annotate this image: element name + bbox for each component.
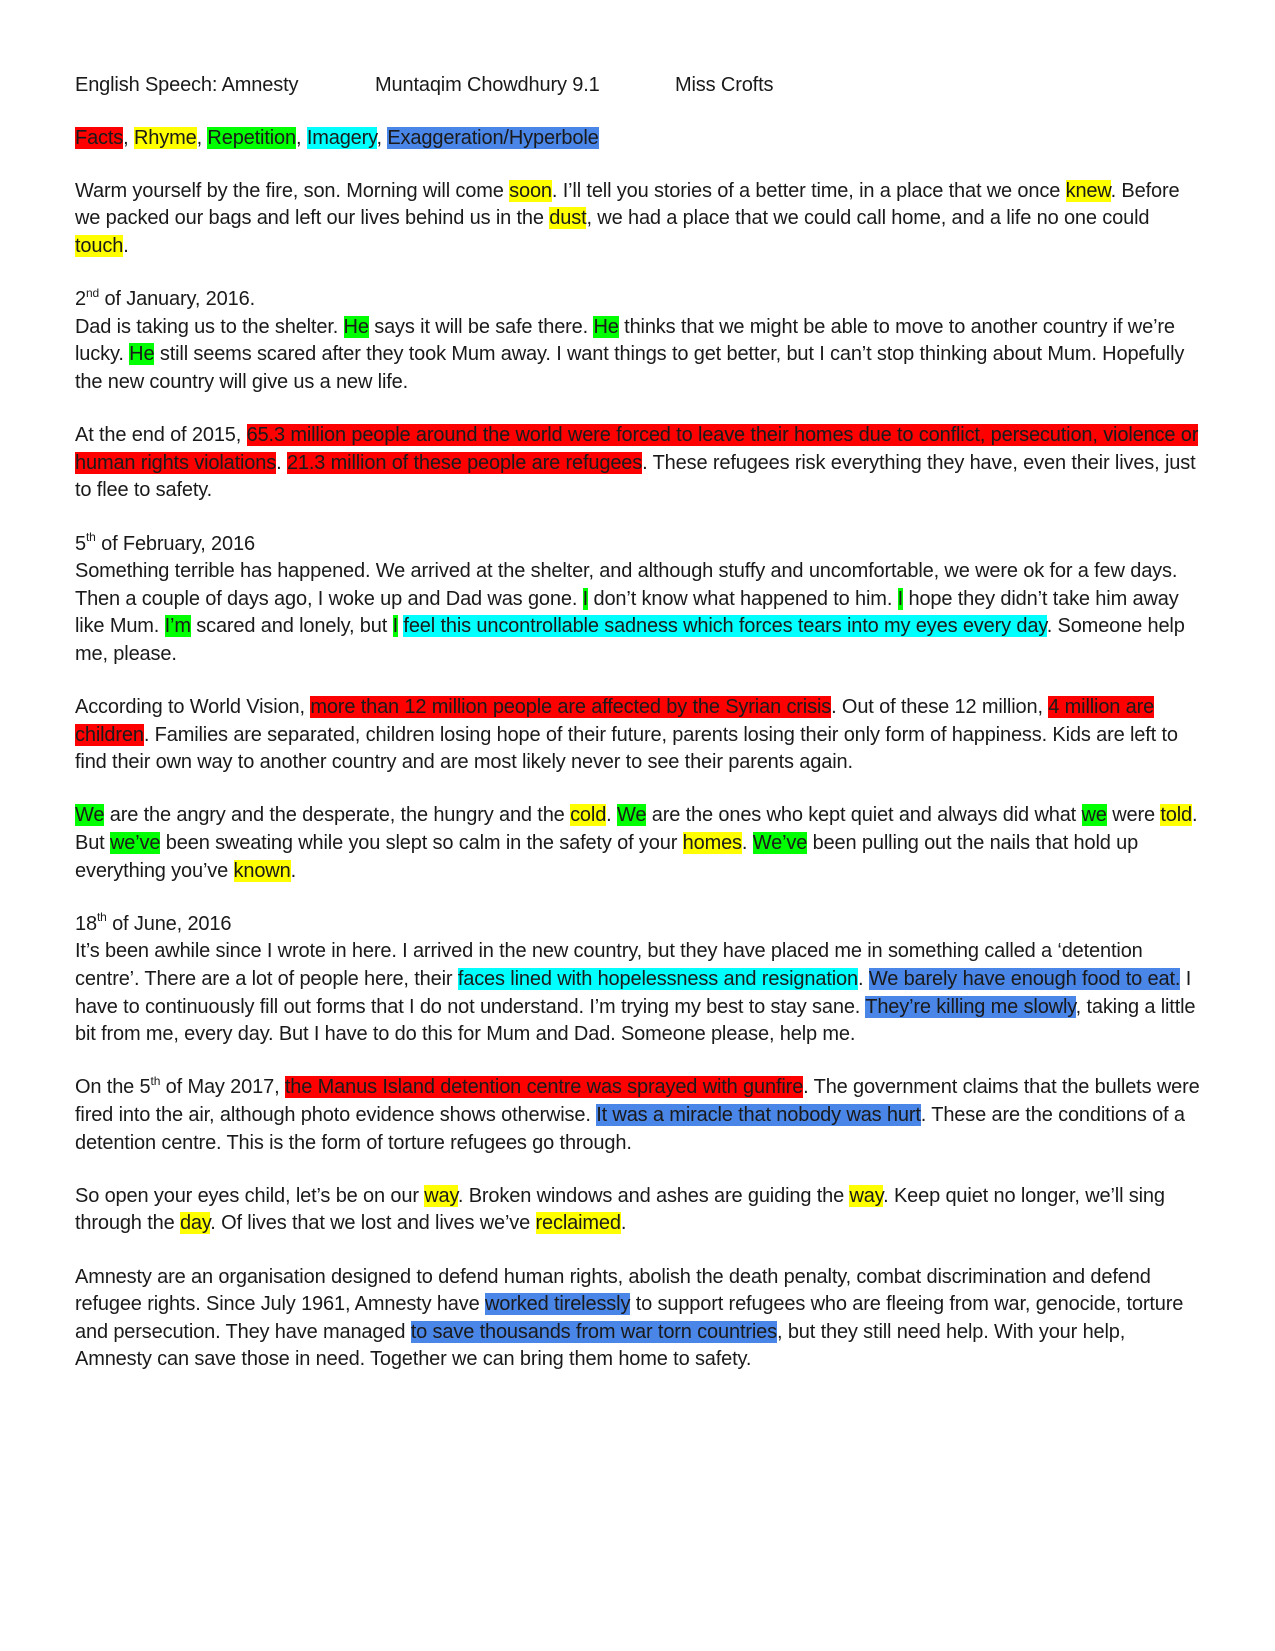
text-run: Amnesty are an organisation designed to defend human rights, abolish the death penalty, combat discrimination and defend refugee rights. Since July 1961, Amnesty have [75,1265,1151,1316]
text-run: . The government claims that the bullets were fired into the air, although photo evidence shows otherwise. [75,1076,1200,1126]
text-run: . Someone help me, please. [75,615,1185,665]
teacher-name: Miss Crofts [675,74,774,96]
paragraph-4 [75,531,1205,669]
highlight-red: more than 12 million people are affected by the Syrian crisis [310,696,832,719]
text-run: So open your eyes child, let’s be on our [75,1184,425,1207]
legend-item-facts: Facts [75,126,124,149]
paragraph-10 [75,1264,1205,1374]
highlight-blue: It was a miracle that nobody was hurt [596,1103,921,1126]
text-run: scared and lonely, but [190,615,393,638]
legend-separator: , [196,126,208,149]
text-run: 18 [75,912,97,935]
text-run: . [858,968,869,990]
text-run: . [620,1212,627,1235]
text-run: been sweating while you slept so calm in the safety of your [160,832,683,855]
paragraph-5 [75,694,1205,777]
highlight-green: we [1081,804,1107,827]
ordinal-suffix: th [85,529,96,544]
text-run: 5 [75,532,86,555]
highlight-yellow: known [233,859,291,882]
text-run: . [606,804,617,827]
text-run: of February, 2016 [95,532,255,555]
legend-item-rhyme: Rhyme [133,126,197,149]
highlight-yellow: told [1160,804,1193,827]
text-run: According to World Vision, [75,696,311,719]
highlight-yellow: way [849,1184,884,1207]
text-run: . Out of these 12 million, [831,696,1049,719]
highlight-red: 4 million are children [75,696,1155,746]
text-run: are the ones who kept quiet and always did what [646,804,1082,827]
highlight-blue: worked tirelessly [485,1293,631,1316]
highlight-yellow: reclaimed [535,1212,621,1235]
legend-separator: , [123,126,134,149]
ordinal-suffix: th [150,1073,161,1088]
ordinal-suffix: th [96,910,107,925]
legend-separator: , [295,126,307,149]
document-title: English Speech: Amnesty [75,74,299,96]
document-page [75,72,1205,1400]
text-run: of January, 2016. [99,288,255,311]
text-run: Something terrible has happened. We arrived at the shelter, and although stuffy and uncomfortable, we were ok for a few days. Then a couple of days ago, I woke up and Dad was gone. [75,560,1178,610]
legend-item-exaggeration-hyperbole: Exaggeration/Hyperbole [387,126,599,149]
text-run: . Of lives that we lost and lives we’ve [210,1212,536,1235]
text-run: . But [75,804,1198,855]
paragraph-1 [75,178,1205,261]
text-run: . Broken windows and ashes are guiding the [457,1184,850,1207]
highlight-yellow: soon [509,179,552,202]
text-run: . Before we packed our bags and left our lives behind us in the [75,179,1180,230]
text-run: of June, 2016 [106,912,232,935]
highlight-green: I [582,587,589,610]
highlight-yellow: touch [75,234,124,257]
text-run: to support refugees who are fleeing from war, genocide, torture and persecution. They have managed [75,1293,1184,1343]
text-run: were [1106,804,1161,827]
highlight-red: 21.3 million of these people are refugees [286,451,643,474]
text-run: . [290,859,297,882]
text-run: . [276,451,287,474]
text-run: . [123,234,129,257]
highlight-cyan: faces lined with hopelessness and resignation [457,968,859,990]
ordinal-suffix: nd [85,285,100,300]
text-run: At the end of 2015, [75,424,247,447]
paragraph-3 [75,422,1205,505]
text-run: been pulling out the nails that hold up everything you’ve [75,832,1139,882]
author-name: Muntaqim Chowdhury 9.1 [375,74,600,96]
text-run: I have to continuously fill out forms that I do not understand. I’m trying my best to stay sane. [75,968,1192,1018]
text-run: , taking a little bit from me, every day. But I have to do this for Mum and Dad. Someone please, help me. [75,995,1196,1046]
text-run: . [741,832,753,855]
highlight-red: 65.3 million people around the world were forced to leave their homes due to conflict, persecution, violence or human rights violations [75,424,1199,474]
highlight-green: We [617,804,647,827]
text-run: are the angry and the desperate, the hungry and the [104,804,571,827]
highlight-green: We’ve [752,832,808,855]
text-run: hope they didn’t take him away like Mum. [75,587,1179,638]
paragraph-9 [75,1183,1205,1238]
text-run: . I’ll tell you stories of a better time, in a place that we once [551,179,1066,202]
highlight-green: He [129,343,155,366]
highlight-cyan: feel this uncontrollable sadness which forces tears into my eyes every day [403,615,1047,638]
highlight-green: I’m [164,615,191,638]
highlight-red: the Manus Island detention centre was sprayed with gunfire [284,1076,804,1099]
highlight-yellow: cold [570,804,607,827]
legend-separator: , [376,126,388,149]
legend-item-imagery: Imagery [306,126,377,149]
highlight-green: He [343,315,369,338]
text-run: 2 [75,288,86,311]
text-run: Warm yourself by the fire, son. Morning will come [75,179,510,202]
text-run: It’s been awhile since I wrote in here. I arrived in the new country, but they have placed me in something called a ‘detention centre’. There are a lot of people here, their [75,940,1143,990]
highlight-green: He [593,315,619,338]
text-run: says it will be safe there. [368,315,594,338]
highlight-blue: We barely have enough food to eat. [868,968,1181,990]
text-run: still seems scared after they took Mum away. I want things to get better, but I can’t stop thinking about Mum. Hopefully the new country will give us a new life. [75,343,1185,393]
highlight-green: I [392,615,398,638]
text-run: . These are the conditions of a detention centre. This is the form of torture refugees go through. [75,1103,1185,1154]
text-run: thinks that we might be able to move to another country if we’re lucky. [75,315,1175,366]
text-run: don’t know what happened to him. [588,587,898,610]
document-header [75,72,1205,100]
highlight-green: we’ve [109,832,161,855]
paragraph-2 [75,286,1205,396]
text-run: of May 2017, [160,1076,285,1099]
highlight-blue: to save thousands from war torn countries [410,1320,777,1343]
text-run: , but they still need help. With your help, Amnesty can save those in need. Together we can bring them home to safety. [75,1320,1126,1371]
text-run: On the 5 [75,1076,151,1099]
highlight-yellow: day [179,1212,211,1235]
legend-item-repetition: Repetition [207,126,296,149]
highlight-green: I [897,587,904,610]
text-run: . Families are separated, children losing hope of their future, parents losing their only form of happiness. Kids are left to find their own way to another country and are most likely never to see their parents again. [75,723,1178,774]
paragraph-6 [75,802,1205,885]
highlight-legend [75,125,1205,153]
text-run: . These refugees risk everything they have, even their lives, just to flee to safety. [75,451,1196,502]
text-run: , we had a place that we could call home, and a life no one could [586,207,1150,230]
paragraph-7 [75,911,1205,1049]
highlight-yellow: way [424,1184,458,1207]
highlight-yellow: knew [1065,179,1111,202]
highlight-yellow: dust [549,207,587,230]
highlight-yellow: homes [682,832,742,855]
paragraph-8 [75,1074,1205,1157]
text-run: Dad is taking us to the shelter. [75,315,344,338]
highlight-green: We [75,804,105,827]
text-run: . Keep quiet no longer, we’ll sing through the [75,1184,1165,1235]
highlight-blue: They’re killing me slowly [865,995,1076,1018]
speech-body [75,178,1205,1374]
